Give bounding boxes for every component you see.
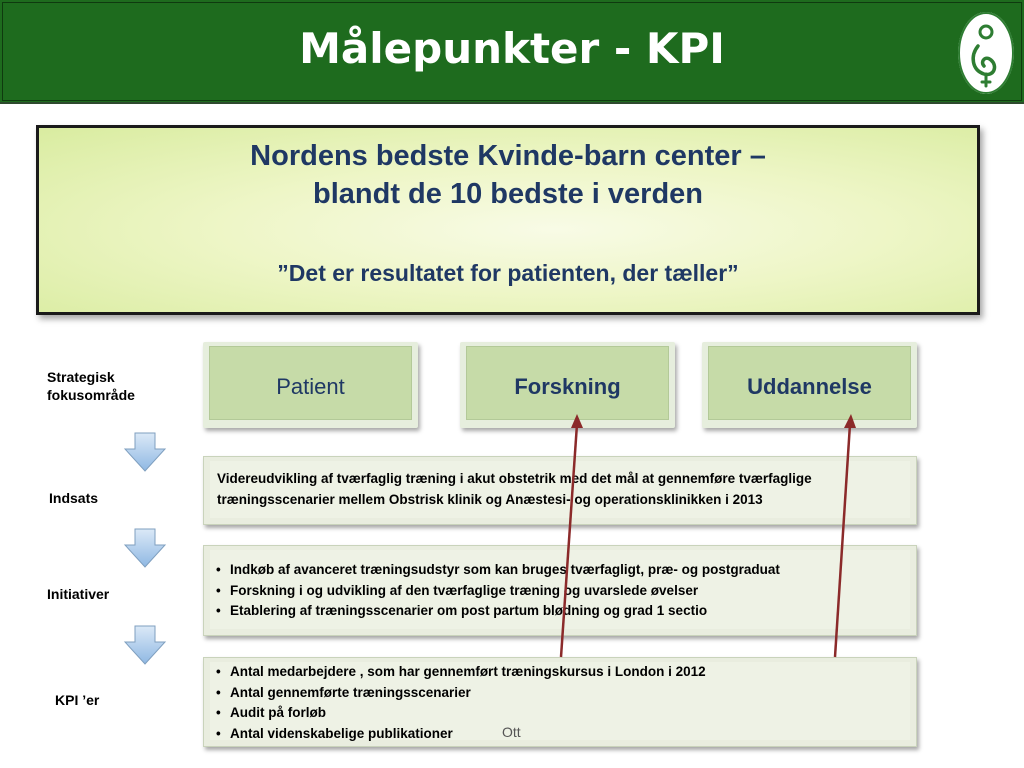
effort-text-line1: Videreudvikling af tværfaglig træning i akut obstetrik med det mål at gennemføre tværfaglige: [217, 471, 812, 486]
label-initiatives: Initiativer: [47, 586, 110, 602]
kpi-item: • Antal medarbejdere , som har gennemført træningskursus i London i 2012: [216, 662, 706, 683]
label-strategic-line1: Strategisk: [47, 369, 115, 385]
slide-title: Målepunkter - KPI: [299, 24, 725, 73]
focus-area-label: Uddannelse: [747, 374, 872, 399]
vision-title-line1: Nordens bedste Kvinde-barn center –: [250, 140, 766, 172]
kpi-item: • Antal gennemførte træningsscenarier: [216, 683, 706, 704]
initiative-item: • Etablering af træningsscenarier om post partum blødning og grad 1 sectio: [216, 601, 780, 622]
label-kpi: KPI ’er: [55, 692, 100, 708]
label-effort: Indsats: [49, 490, 99, 506]
stray-text: Ott: [502, 724, 521, 740]
vision-title-line2: blandt de 10 bedste i verden: [313, 178, 703, 210]
connector-arrow-forskning: [561, 414, 583, 657]
label-strategic-line2: fokusområde: [47, 387, 135, 403]
vision-quote: ”Det er resultatet for patienten, der tæller”: [277, 260, 739, 286]
connector-arrow-uddannelse: [835, 414, 856, 657]
kpi-item: • Audit på forløb: [216, 703, 706, 724]
focus-area-label: Forskning: [514, 374, 621, 399]
initiative-item: • Forskning i og udvikling af den tværfaglige træning og uvarslede øvelser: [216, 581, 780, 602]
initiative-item: • Indkøb af avanceret træningsudstyr som kan bruges tværfagligt, præ- og postgraduat: [216, 560, 780, 581]
effort-text-line2: træningsscenarier mellem Obstrisk klinik og Anæstesi- og operationsklinikken i 2013: [217, 491, 763, 507]
kpi-item: • Antal videnskabelige publikationer: [216, 724, 706, 745]
focus-area-label: Patient: [276, 374, 345, 399]
